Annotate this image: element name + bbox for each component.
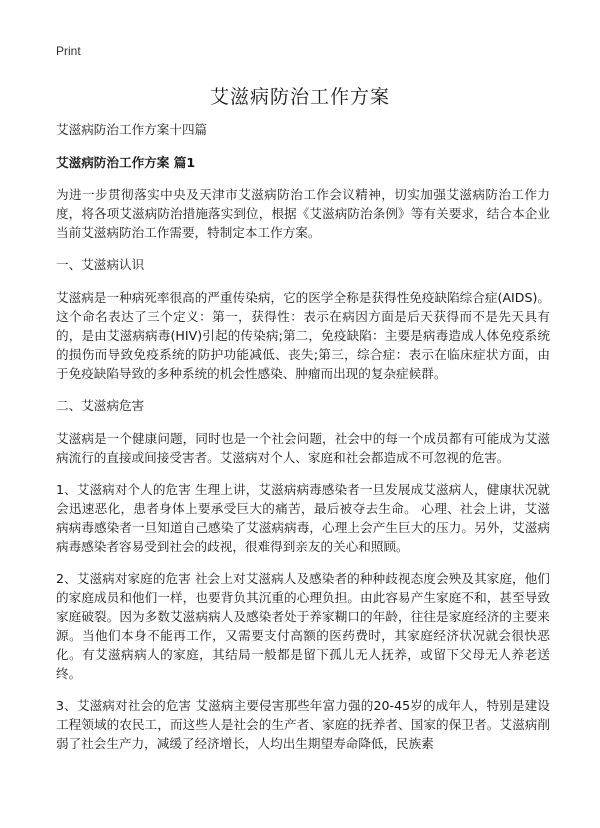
paragraph-aids-definition: 艾滋病是一种病死率很高的严重传染病，它的医学全称是获得性免疫缺陷综合症(AIDS)。这个命名表达了三个定义：第一，获得性：表示在病因方面是后天获得而不是先天具有的，是由艾滋病病毒(HIV)引起的传染病;第二，免疫缺陷：主要是病毒造成人体免疫系统的损伤而导致免疫系统的防护功能减低、丧失;第三，综合症：表示在临床症状方面，由于免疫缺陷导致的多种系统的机会性感染、肿瘤而出现的复杂症候群。 <box>56 290 550 381</box>
paragraph-harm-individual: 1、艾滋病对个人的危害 生理上讲，艾滋病病毒感染者一旦发展成艾滋病人，健康状况就会迅速恶化，患者身体上要承受巨大的痛苦，最后被夺去生命。 心理、社会上讲，艾滋病病毒感染者一旦知道自己感染了艾滋病病毒，心理上会产生巨大的压力。另外，艾滋病病毒感染者容易受到社会的歧视，很难得到亲友的关心和照顾。 <box>56 482 550 554</box>
paragraph-harm-family: 2、艾滋病对家庭的危害 社会上对艾滋病人及感染者的种种歧视态度会殃及其家庭，他们的家庭成员和他们一样，也要背负其沉重的心理负担。由此容易产生家庭不和，甚至导致家庭破裂。因为多数艾滋病病人及感染者处于养家糊口的年龄，往往是家庭经济的主要来源。当他们本身不能再工作，又需要支付高额的医药费时，其家庭经济状况就会很快恶化。有艾滋病病人的家庭，其结局一般都是留下孤儿无人抚养，或留下父母无人养老送终。 <box>56 571 550 681</box>
heading-aids-harm: 二、艾滋病危害 <box>56 398 145 413</box>
page-title: 艾滋病防治工作方案 <box>209 86 390 108</box>
paragraph-aids-harm-overview: 艾滋病是一个健康问题，同时也是一个社会问题，社会中的每一个成员都有可能成为艾滋病流行的直接或间接受害者。艾滋病对个人、家庭和社会都造成不可忽视的危害。 <box>56 431 550 465</box>
document-subtitle: 艾滋病防治工作方案十四篇 <box>56 122 208 137</box>
section-heading: 艾滋病防治工作方案 篇1 <box>56 155 196 170</box>
heading-aids-understanding: 一、艾滋病认识 <box>56 257 145 272</box>
intro-paragraph: 为进一步贯彻落实中央及天津市艾滋病防治工作会议精神，切实加强艾滋病防治工作力度，将各项艾滋病防治措施落实到位，根据《艾滋病防治条例》等有关要求，结合本企业当前艾滋病防治工作需要，特制定本工作方案。 <box>56 187 550 240</box>
document-body <box>56 120 550 766</box>
print-link[interactable]: Print <box>56 44 81 58</box>
paragraph-harm-society: 3、艾滋病对社会的危害 艾滋病主要侵害那些年富力强的20-45岁的成年人，特别是建设工程领域的农民工，而这些人是社会的生产者、家庭的抚养者、国家的保卫者。艾滋病削弱了社会生产力，减缓了经济增长，人均出生期望寿命降低，民族素 <box>56 698 550 751</box>
